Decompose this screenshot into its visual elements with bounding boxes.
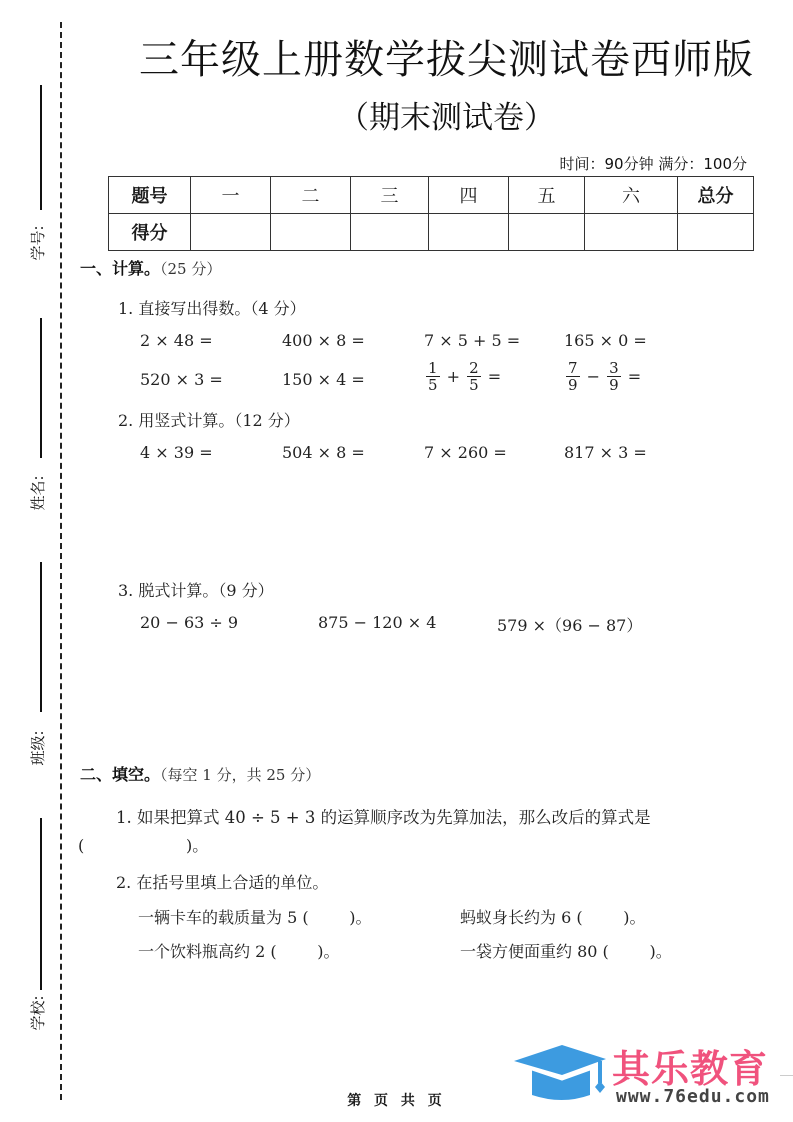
col-6: 六 xyxy=(585,177,678,214)
section-1-points: （25 分） xyxy=(160,260,222,278)
score-table-score-row xyxy=(109,214,754,251)
s2-q1-line1: 1. 如果把算式 40 ÷ 5 + 3 的运算顺序改为先算加法，那么改后的算式是 xyxy=(116,808,651,827)
q1-expr-1: 2 × 48 = xyxy=(140,331,213,350)
q2-expr-4: 817 × 3 = xyxy=(564,443,647,462)
class-label: 班级: xyxy=(29,730,47,766)
q3-title: 3. 脱式计算。（9 分） xyxy=(118,581,274,600)
fraction: $\frac{3}{9}$ xyxy=(609,359,619,394)
q1-expr-4: 165 × 0 = xyxy=(564,331,647,350)
score-cell-3[interactable] xyxy=(351,214,429,251)
page-footer: 第 页 共 页 xyxy=(347,1093,446,1109)
document-subtitle: （期末测试卷） xyxy=(338,100,555,136)
s2-q2-item-2[interactable]: 蚂蚁身长约为 6 ( )。 xyxy=(460,908,646,927)
cut-line xyxy=(60,22,62,1100)
q3-expr-3: 579 ×（96 − 87） xyxy=(497,616,643,635)
brand-url[interactable]: www.76edu.com xyxy=(616,1086,770,1107)
brand-name: 其乐教育 xyxy=(612,1047,769,1091)
school-label: 学校: xyxy=(29,995,47,1031)
s2-q2-title: 2. 在括号里填上合适的单位。 xyxy=(116,873,329,892)
score-table xyxy=(108,176,754,251)
graduation-cap-icon xyxy=(510,1043,610,1101)
q1-expr-7-fraction: $\frac{1}{5}$ + $\frac{2}{5}$ = xyxy=(428,359,502,394)
col-1: 一 xyxy=(191,177,271,214)
col-total: 总分 xyxy=(678,177,754,214)
score-cell-total[interactable] xyxy=(678,214,754,251)
q1-expr-8-fraction: $\frac{7}{9}$ − $\frac{3}{9}$ = xyxy=(568,359,642,394)
s2-q1-answer-blank[interactable]: ( )。 xyxy=(78,836,209,855)
section-2-points: （每空 1 分，共 25 分） xyxy=(160,766,321,784)
col-5: 五 xyxy=(509,177,585,214)
student-id-label: 学号: xyxy=(29,225,47,261)
fraction: $\frac{2}{5}$ xyxy=(469,359,479,394)
score-cell-1[interactable] xyxy=(191,214,271,251)
score-cell-6[interactable] xyxy=(585,214,678,251)
document-title: 三年级上册数学拔尖测试卷西师版 xyxy=(139,37,754,83)
score-table-header-row xyxy=(109,177,754,214)
name-blank xyxy=(40,318,42,458)
class-blank xyxy=(40,562,42,712)
section-2-title: 二、填空。 xyxy=(80,765,161,784)
q1-expr-5: 520 × 3 = xyxy=(140,370,223,389)
q1-title: 1. 直接写出得数。（4 分） xyxy=(118,299,306,318)
col-4: 四 xyxy=(429,177,509,214)
exam-meta: 时间：90分钟 满分：100分 xyxy=(559,155,747,173)
col-3: 三 xyxy=(351,177,429,214)
s2-q2-item-3[interactable]: 一个饮料瓶高约 2 ( )。 xyxy=(138,942,340,961)
score-label: 得分 xyxy=(109,214,191,251)
header-label: 题号 xyxy=(109,177,191,214)
q2-expr-1: 4 × 39 = xyxy=(140,443,213,462)
score-cell-5[interactable] xyxy=(509,214,585,251)
fraction: $\frac{7}{9}$ xyxy=(568,359,578,394)
section-2-heading xyxy=(80,762,320,785)
section-1-heading xyxy=(80,256,221,279)
q3-expr-1: 20 − 63 ÷ 9 xyxy=(140,613,239,632)
q1-expr-6: 150 × 4 = xyxy=(282,370,365,389)
name-label: 姓名: xyxy=(29,475,47,511)
q2-title: 2. 用竖式计算。（12 分） xyxy=(118,411,300,430)
section-1-title: 一、计算。 xyxy=(80,259,161,278)
col-2: 二 xyxy=(271,177,351,214)
q1-expr-2: 400 × 8 = xyxy=(282,331,365,350)
score-cell-4[interactable] xyxy=(429,214,509,251)
q1-expr-3: 7 × 5 + 5 = xyxy=(424,331,521,350)
score-cell-2[interactable] xyxy=(271,214,351,251)
q2-expr-3: 7 × 260 = xyxy=(424,443,507,462)
school-blank xyxy=(40,818,42,990)
student-id-blank xyxy=(40,85,42,210)
divider xyxy=(780,1075,793,1076)
q3-expr-2: 875 − 120 × 4 xyxy=(318,613,437,632)
s2-q2-item-4[interactable]: 一袋方便面重约 80 ( )。 xyxy=(460,942,672,961)
q2-expr-2: 504 × 8 = xyxy=(282,443,365,462)
s2-q2-item-1[interactable]: 一辆卡车的载质量为 5 ( )。 xyxy=(138,908,372,927)
fraction: $\frac{1}{5}$ xyxy=(428,359,438,394)
